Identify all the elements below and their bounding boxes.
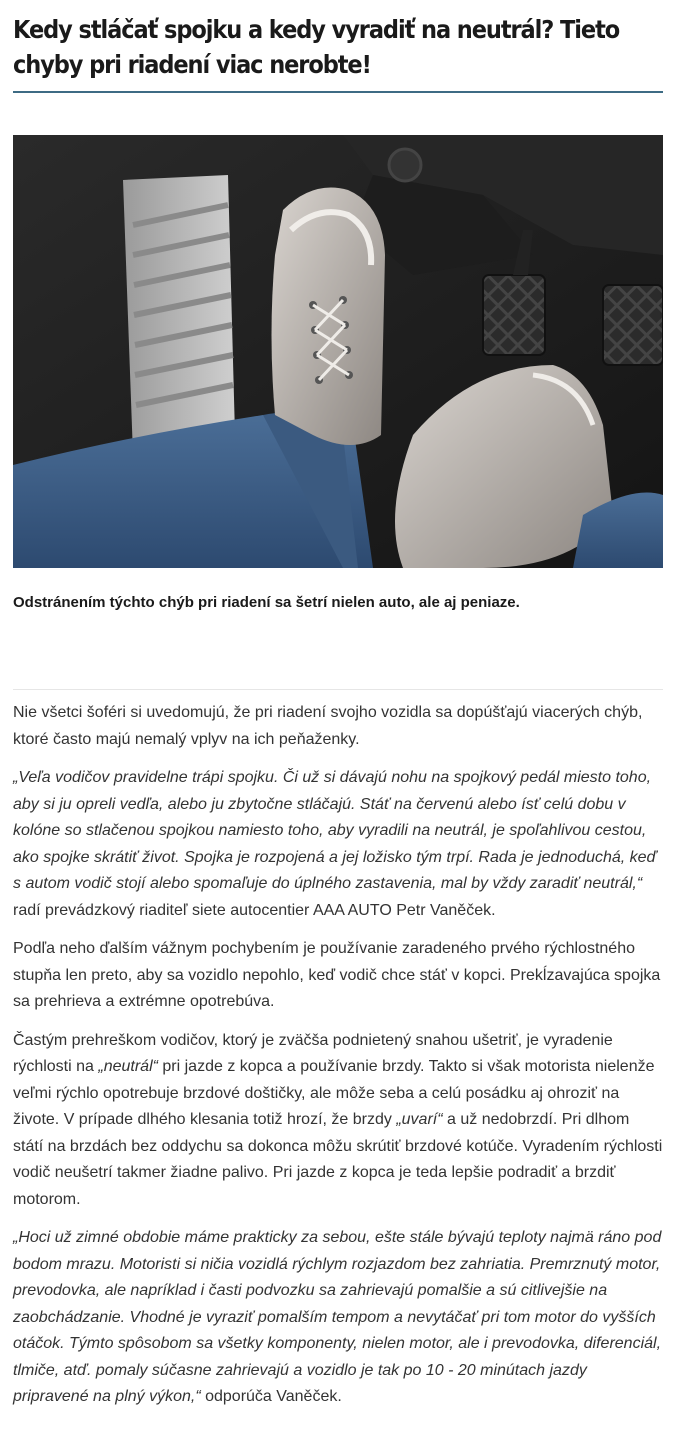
article-headline: Kedy stláčať spojku a kedy vyradiť na neutrál? Tieto chyby pri riadení viac nerobte! xyxy=(13,15,620,79)
quote-clutch: „Veľa vodičov pravidelne trápi spojku. Či už si dávajú nohu na spojkový pedál miesto toho, aby si ju opreli vedľa, alebo ju zbytočne stláčajú. Stáť na červenú alebo ísť celú dobu v kolóne so stlačenou spojkou namiesto toho, aby vyradili na neutrál, je spoľahlivou cestou, ako spojke skrátiť život. Spojka je rozpojená a jej ložisko tým trpí. Rada je jednoduchá, keď s autom vodič stojí alebo spomaľuje do úplného zastavenia, mal by vždy zaradiť neutrál,“ xyxy=(13,769,657,892)
headline-underline xyxy=(13,91,663,93)
article-body xyxy=(13,700,663,1423)
article-photo xyxy=(13,135,663,568)
car-pedals-illustration xyxy=(13,135,663,568)
paragraph-neutral-text-a: Častým prehreškom vodičov, ktorý je zväčša podnietený snahou ušetriť, je vyradenie rýchlosti na xyxy=(13,1031,613,1075)
term-neutral: „neutrál“ xyxy=(98,1058,158,1075)
photo-caption: Odstránením týchto chýb pri riadení sa šetrí nielen auto, ale aj peniaze. xyxy=(13,594,520,611)
paragraph-intro: Nie všetci šoféri si uvedomujú, že pri riadení svojho vozidla sa dopúšťajú viacerých chýb, ktoré často majú nemalý vplyv na ich peňaženky. xyxy=(13,704,643,748)
content-divider xyxy=(13,689,663,690)
paragraph-quote-winter xyxy=(13,1225,663,1411)
paragraph-neutral-downhill xyxy=(13,1028,663,1214)
paragraph-hill-start: Podľa neho ďalším vážnym pochybením je používanie zaradeného prvého rýchlostného stupňa len preto, aby sa vozidlo nepohlo, keď vodič chce stáť v kopci. Prekĺzavajúca spojka sa prehrieva a extrémne opotrebúva. xyxy=(13,940,661,1010)
article xyxy=(13,0,663,1405)
paragraph-neutral-text-c: a už nedobrzdí. Pri dlhom státí na brzdách bez oddychu sa dokonca môžu skrútiť brzdové kotúče. Vyradením rýchlosti vodič neušetrí takmer žiadne palivo. Pri jazde z kopca je teda lepšie podradiť a brzdiť motorom. xyxy=(13,1111,663,1208)
quote-attribution: radí prevádzkový riaditeľ siete autocentier AAA AUTO Petr Vaněček. xyxy=(13,901,496,919)
quote-winter: „Hoci už zimné obdobie máme prakticky za sebou, ešte stále bývajú teploty najmä ráno pod bodom mrazu. Motoristi si ničia vozidlá rýchlym rozjazdom bez zahriatia. Premrznutý motor, prevodovka, ale napríklad i časti podvozku sa zahrievajú pomalšie a sú citlivejšie na zaobchádzanie. Vhodné je vyraziť pomalším tempom a nevytáčať pri tom motor do vyšších otáčok. Týmto spôsobom sa všetky komponenty, nielen motor, ale i prevodovka, diferenciál, tlmiče, atď. pomaly súčasne zahrievajú a vozidlo je tak po 10 - 20 minútach jazdy pripravené na plný výkon,“ xyxy=(13,1229,662,1405)
term-uvari: „uvarí“ xyxy=(396,1111,443,1128)
quote-winter-attribution: odporúča Vaněček. xyxy=(200,1388,342,1405)
paragraph-quote-clutch xyxy=(13,765,663,924)
paragraph-neutral-text-b: pri jazde z kopca a používanie brzdy. Takto si však motorista nielenže veľmi rýchlo opotrebuje brzdové doštičky, ale môže seba a celú posádku aj ohroziť na živote. V prípade dlhého klesania totiž hrozí, že brzdy xyxy=(13,1058,655,1128)
